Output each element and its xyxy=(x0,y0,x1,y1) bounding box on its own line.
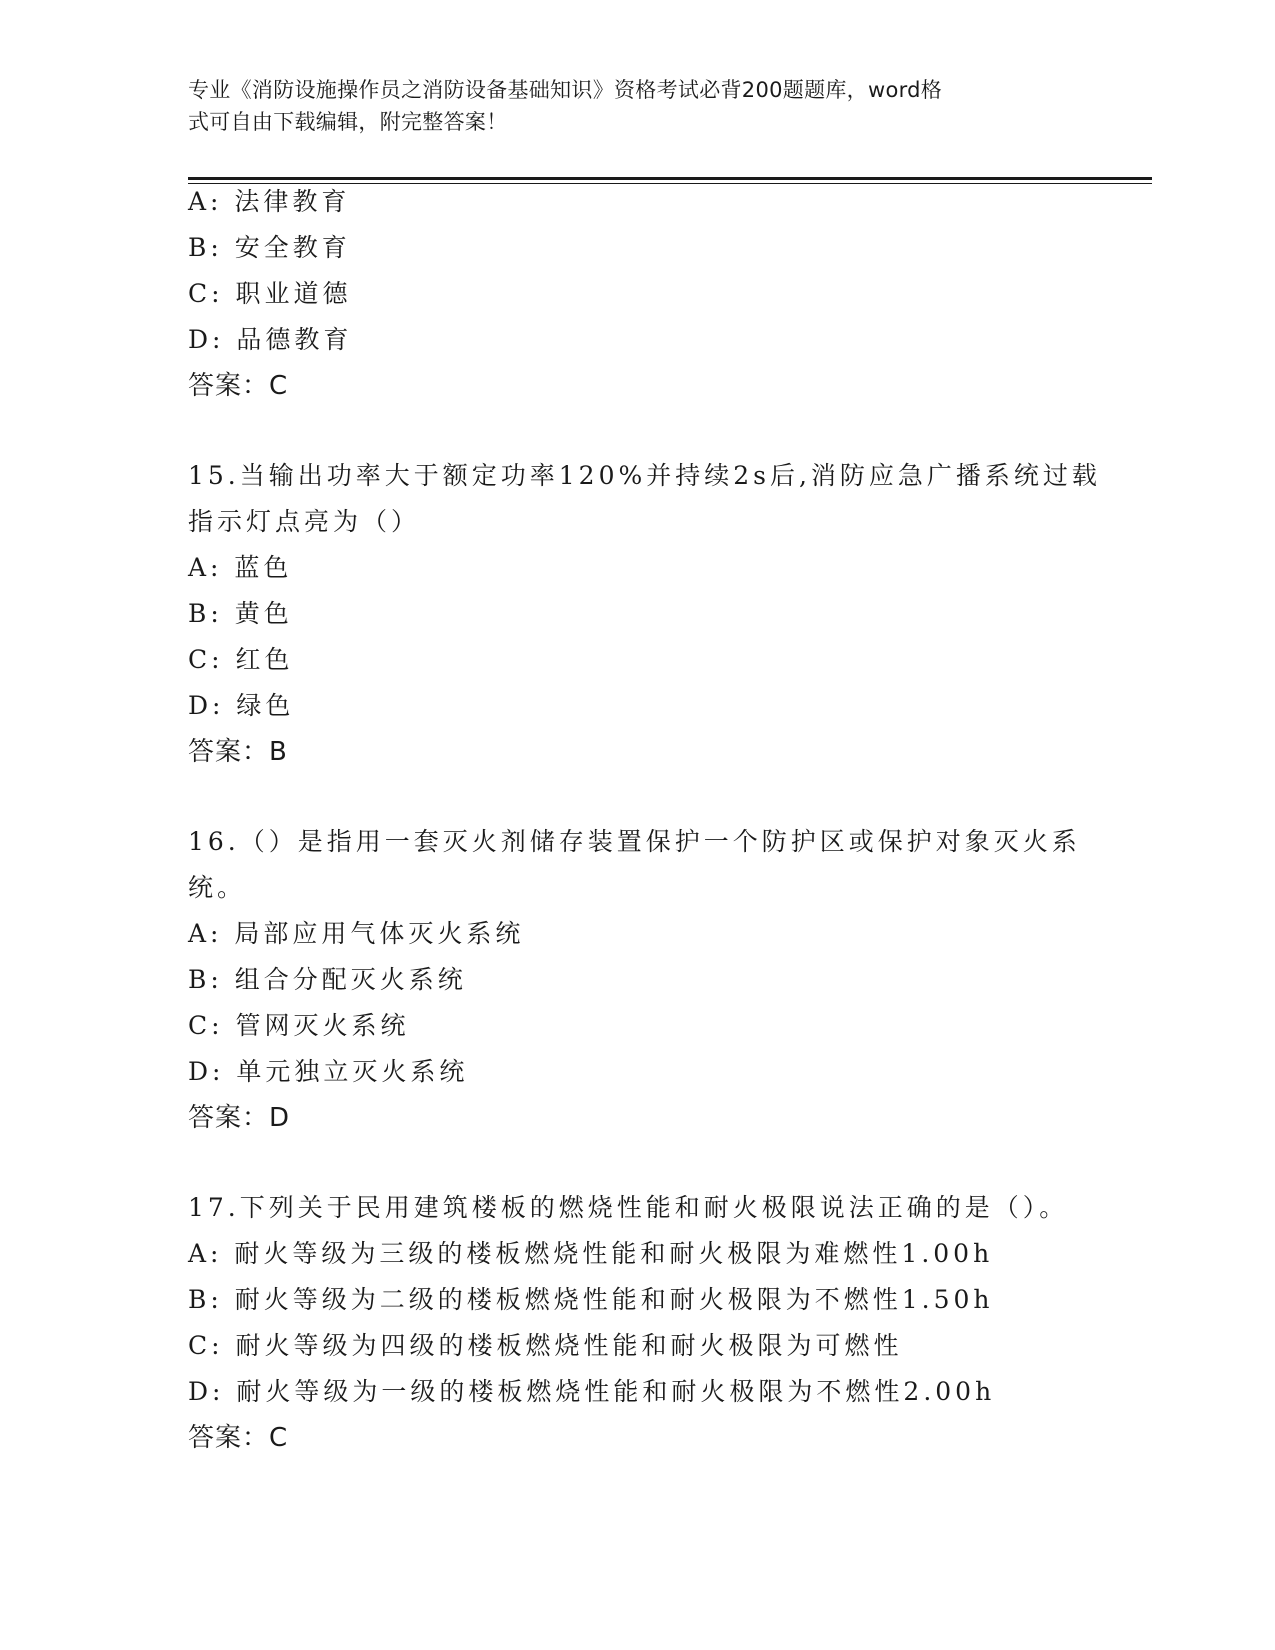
question-14 xyxy=(188,179,1108,409)
question-16 xyxy=(188,819,1108,1141)
answer-line: 答案：B xyxy=(188,737,288,767)
spacer xyxy=(188,1141,1108,1185)
answer-line: 答案：D xyxy=(188,1103,291,1133)
option-c: C: 管网灭火系统 xyxy=(188,1011,410,1040)
option-d: D: 品德教育 xyxy=(188,325,353,354)
option-d: D: 耐火等级为一级的楼板燃烧性能和耐火极限为不燃性2.00h xyxy=(188,1377,996,1406)
question-stem: 16.（）是指用一套灭火剂储存装置保护一个防护区或保护对象灭火系 xyxy=(188,827,1081,856)
header-line-1: 专业《消防设施操作员之消防设备基础知识》资格考试必背200题题库，word格 xyxy=(188,78,943,102)
option-a: A: 局部应用气体灭火系统 xyxy=(188,919,525,948)
answer-line: 答案：C xyxy=(188,1423,289,1453)
header-line-2: 式可自由下载编辑，附完整答案！ xyxy=(188,110,508,134)
option-b: B: 安全教育 xyxy=(188,233,351,262)
option-d: D: 绿色 xyxy=(188,691,295,720)
option-c: C: 红色 xyxy=(188,645,294,674)
option-a: A: 法律教育 xyxy=(188,187,351,216)
question-stem-continued: 指示灯点亮为（） xyxy=(188,507,421,536)
spacer xyxy=(188,409,1108,453)
spacer xyxy=(188,775,1108,819)
document-header xyxy=(188,74,1068,138)
option-d: D: 单元独立灭火系统 xyxy=(188,1057,469,1086)
question-stem: 17.下列关于民用建筑楼板的燃烧性能和耐火极限说法正确的是（）。 xyxy=(188,1193,1069,1222)
option-a: A: 耐火等级为三级的楼板燃烧性能和耐火极限为难燃性1.00h xyxy=(188,1239,994,1268)
option-b: B: 组合分配灭火系统 xyxy=(188,965,467,994)
option-a: A: 蓝色 xyxy=(188,553,293,582)
question-17 xyxy=(188,1185,1108,1461)
option-b: B: 耐火等级为二级的楼板燃烧性能和耐火极限为不燃性1.50h xyxy=(188,1285,994,1314)
option-b: B: 黄色 xyxy=(188,599,293,628)
option-c: C: 职业道德 xyxy=(188,279,352,308)
answer-line: 答案：C xyxy=(188,371,289,401)
question-stem-continued: 统。 xyxy=(188,873,247,902)
option-c: C: 耐火等级为四级的楼板燃烧性能和耐火极限为可燃性 xyxy=(188,1331,903,1360)
question-list xyxy=(188,179,1108,1461)
question-stem: 15.当输出功率大于额定功率120%并持续2s后,消防应急广播系统过载 xyxy=(188,461,1101,490)
question-15 xyxy=(188,453,1108,775)
